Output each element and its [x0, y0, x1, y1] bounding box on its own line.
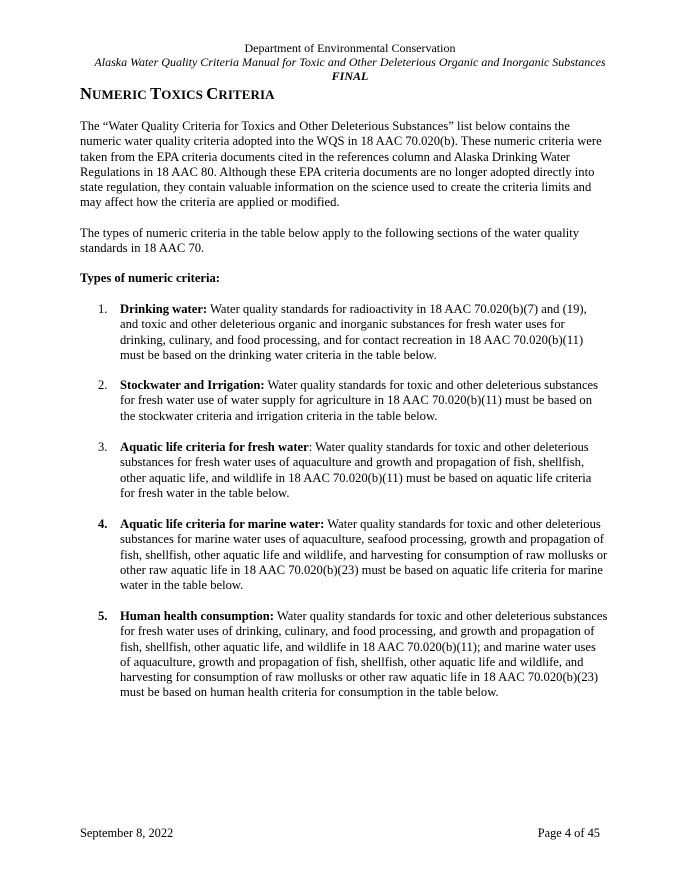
list-item	[98, 378, 608, 424]
list-item-text: Water quality standards for toxic and other deleterious substances for fresh water uses of drinking, culinary, and food processing, and growth and propagation of fish, shellfish, other aquatic life, and wildlife in 18 AAC 70.020(b)(11); and marine water uses of aquaculture, growth and propagation of fish, shellfish, other aquatic life and wildlife, and harvesting for consumption of raw mollusks or other raw aquatic life in 18 AAC 70.020(b)(23) must be based on human health criteria for consumption in the table below.	[120, 609, 608, 700]
list-item-lead: Aquatic life criteria for fresh water	[120, 440, 309, 454]
footer-page-number: Page 4 of 45	[537, 826, 600, 840]
types-label: Types of numeric criteria:	[80, 271, 221, 285]
list-item-lead: Drinking water:	[120, 302, 208, 316]
list-item-lead: Aquatic life criteria for marine water:	[120, 517, 325, 531]
list-number: 5.	[98, 609, 108, 623]
list-item-text: Water quality standards for radioactivity in 18 AAC 70.020(b)(7) and (19), and toxic and other deleterious organic and inorganic substances for fresh water uses for drinking, culinary, and food processing, and for contact recreation in 18 AAC 70.020(b)(11) must be based on the drinking water criteria in the table below.	[120, 302, 587, 362]
section-title: NUMERIC TOXICS CRITERIA	[80, 84, 275, 103]
list-number: 4.	[98, 517, 108, 531]
list-number: 2.	[98, 378, 108, 392]
list-item-text: : Water quality standards for toxic and other deleterious substances for fresh water uses of aquaculture and growth and propagation of fish, shellfish, other aquatic life, and wildlife in 18 AAC 70.020(b)(11) must be based on aquatic life criteria for fresh water in the table below.	[120, 440, 592, 500]
header-status: FINAL	[331, 69, 369, 83]
header-manual-title: Alaska Water Quality Criteria Manual for Toxic and Other Deleterious Organic and Inorganic Substances	[94, 55, 606, 69]
list-number: 1.	[98, 302, 108, 316]
list-item-text: Water quality standards for toxic and other deleterious substances for fresh water use of water supply for agriculture in 18 AAC 70.020(b)(11) must be based on the stockwater criteria and irrigation criteria in the table below.	[120, 378, 599, 423]
list-item-text: Water quality standards for toxic and other deleterious substances for marine water uses of aquaculture, seafood processing, growth and propagation of fish, shellfish, other aquatic life and wildlife, and harvesting for consumption of raw mollusks or other raw aquatic life in 18 AAC 70.020(b)(23) must be based on aquatic life criteria for marine water in the table below.	[120, 517, 608, 593]
list-item	[98, 609, 608, 701]
intro-paragraph: The “Water Quality Criteria for Toxics and Other Deleterious Substances” list below contains the numeric water quality criteria adopted into the WQS in 18 AAC 70.020(b). These numeric criteria were taken from the EPA criteria documents cited in the references column and Alaska Drinking Water Regulations in 18 AAC 80. Although these EPA criteria documents are no longer adopted directly into state regulation, they contain valuable information on the science used to create the criteria limits and may affect how the criteria are applied or modified.	[80, 119, 602, 210]
footer-date: September 8, 2022	[80, 826, 174, 840]
list-item-lead: Human health consumption:	[120, 609, 274, 623]
list-item	[98, 302, 608, 363]
list-item	[98, 440, 608, 501]
list-item-lead: Stockwater and Irrigation:	[120, 378, 265, 392]
types-intro-paragraph: The types of numeric criteria in the table below apply to the following sections of the water quality standards in 18 AAC 70.	[80, 226, 580, 256]
list-item	[98, 517, 608, 593]
header-department: Department of Environmental Conservation	[244, 41, 456, 55]
list-number: 3.	[98, 440, 108, 454]
